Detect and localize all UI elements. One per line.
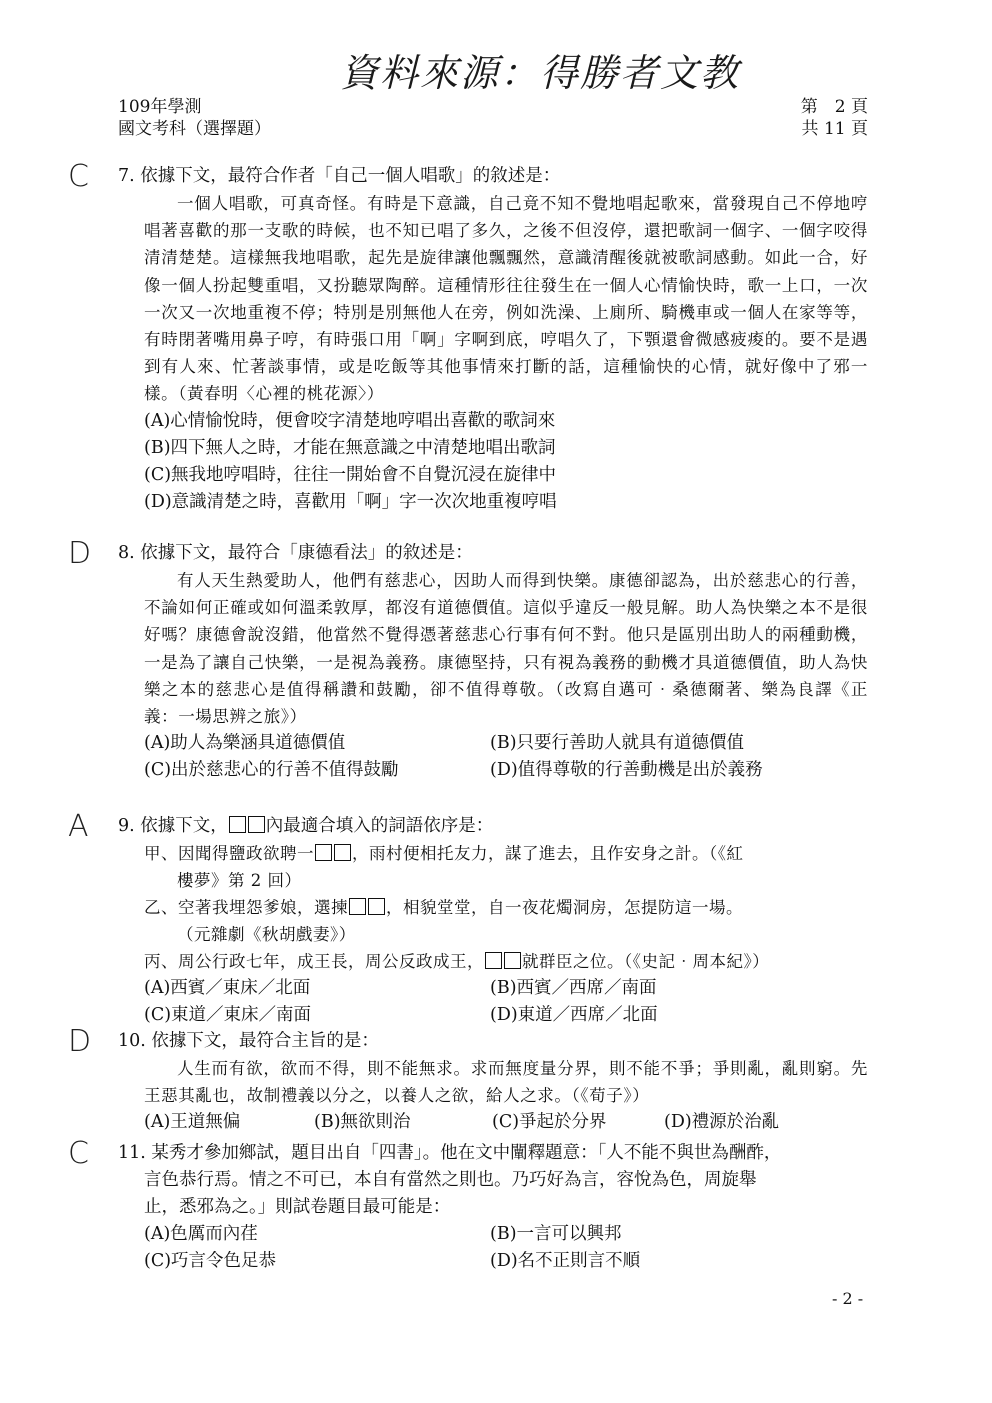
option-a: (A)王道無偏 [144,1112,241,1133]
answer-mark: C [68,159,89,194]
option-a: (A)心情愉悅時，便會咬字清楚地哼唱出喜歡的歌詞來 [144,410,556,431]
question-stem [118,813,868,840]
option-b: (B)西賓／西席／南面 [490,978,657,998]
question-stem-line-3: 止，悉邪為之。」則試卷題目最可能是： [144,1197,451,1217]
blank-box [368,898,385,915]
sub-item-text-before: 乙、空著我埋怨爹娘，選揀 [144,898,348,917]
options-list [144,408,868,516]
option-d: (D)名不正則言不順 [490,1251,641,1271]
answer-mark: D [68,1024,92,1059]
option-c: (C)出於慈悲心的行善不值得鼓勵 [144,760,399,781]
question-stem-line-1: 11. 某秀才參加鄉試，題目出自「四書」。他在文中闡釋題意：「人不能不與世為酬酢， [118,1143,782,1163]
option-c: (C)東道／東床／南面 [144,1005,312,1025]
option-b: (B)一言可以興邦 [490,1224,622,1244]
sub-item-bing [144,948,868,975]
blank-box [504,952,521,969]
option-d: (D)禮源於治亂 [664,1112,780,1133]
question-stem: 10. 依據下文，最符合主旨的是： [118,1031,379,1051]
options-list [144,1109,868,1136]
page-label: 第 2 頁 [800,97,868,117]
subject-name: 國文考科（選擇題） [118,119,271,139]
question-stem-line-2: 言色恭行焉。情之不可已，本自有當然之則也。乃巧好為言，容悅為色，周旋舉 [144,1170,757,1190]
sub-item-text-before: 丙、周公行政七年，成王長，周公反政成王， [144,952,484,971]
handwritten-source-note: 資料來源：得勝者文教 [340,51,741,95]
total-pages-label: 共 11 頁 [801,119,868,139]
blank-box [349,898,366,915]
question-stem: 7. 依據下文，最符合作者「自己一個人唱歌」的敘述是： [118,166,561,186]
question-passage: 人生而有欲，欲而不得，則不能無求。求而無度量分界，則不能不爭；爭則亂，亂則窮。先王惡其亂也，故制禮義以分之，以養人之欲，給人之求。（《荀子》） [144,1059,868,1106]
option-c: (C)巧言令色足恭 [144,1251,277,1271]
blank-box [248,816,265,833]
option-c: (C)無我地哼唱時，往往一開始會不自覺沉浸在旋律中 [144,464,557,485]
sub-item-yi [144,894,868,948]
page-number: - 2 - [832,1289,864,1308]
sub-item-jia [144,840,868,894]
option-a: (A)西賓／東床／北面 [144,978,311,998]
question-9 [68,809,868,1029]
options-list [144,730,868,784]
option-d: (D)意識清楚之時，喜歡用「啊」字一次次地重複哼唱 [144,491,557,512]
option-a: (A)助人為樂涵具道德價值 [144,733,346,754]
options-list [144,975,868,1029]
sub-item-text-before: 甲、因聞得鹽政欲聘一 [144,844,314,863]
options-list [144,1221,868,1275]
option-b: (B)無欲則治 [314,1112,411,1133]
question-7 [68,159,868,516]
blank-box [229,816,246,833]
header-left [118,96,271,140]
option-b: (B)只要行善助人就具有道德價值 [490,733,745,754]
stem-suffix: 內最適合填入的詞語依序是： [265,816,494,836]
question-8 [68,536,868,784]
stem-prefix: 9. 依據下文， [118,816,228,836]
question-passage: 有人天生熱愛助人，他們有慈悲心，因助人而得到快樂。康德卻認為，出於慈悲心的行善，不論如何正確或如何溫柔敦厚，都沒有道德價值。這似乎違反一般見解。助人為快樂之本不是很好嗎？康德會說沒錯，他當然不覺得憑著慈悲心行事有何不對。他只是區別出助人的兩種動機，一是為了讓自己快樂，一是視為義務。康德堅持，只有視為義務的動機才具道德價值，助人為快樂之本的慈悲心是值得稱讚和鼓勵，卻不值得尊敬。（改寫自邁可‧桑德爾著、樂為良譯《正義：一場思辨之旅》） [144,571,868,727]
answer-mark: A [68,809,89,844]
question-10 [68,1024,868,1136]
option-b: (B)四下無人之時，才能在無意識之中清楚地唱出歌詞 [144,437,556,458]
sub-item-text-after: 就群臣之位。（《史記‧周本紀》） [522,952,770,971]
blank-box [315,844,332,861]
header-right [801,96,868,140]
option-a: (A)色厲而內荏 [144,1224,258,1244]
question-11 [68,1136,868,1275]
sub-item-continuation: （元雜劇《秋胡戲妻》） [177,925,356,944]
exam-name: 109年學測 [118,97,202,117]
sub-item-text-after: ，相貌堂堂，自一夜花燭洞房，怎提防這一場。 [386,898,743,917]
sub-item-continuation: 樓夢》第 2 回） [177,871,302,890]
option-c: (C)爭起於分界 [492,1112,607,1133]
answer-mark: D [68,536,92,571]
blank-box [485,952,502,969]
question-passage: 一個人唱歌，可真奇怪。有時是下意識，自己竟不知不覺地唱起歌來，當發現自己不停地哼唱著喜歡的那一支歌的時候，也不知已唱了多久，之後不但沒停，還把歌詞一個字、一個字咬得清清楚楚。這樣無我地唱歌，起先是旋律讓他飄飄然，意識清醒後就被歌詞感動。如此一合，好像一個人扮起雙重唱，又扮聽眾陶醉。這種情形往往發生在一個人心情愉快時，歌一上口，一次一次又一次地重複不停；特別是別無他人在旁，例如洗澡、上廁所、騎機車或一個人在家等等，有時閉著嘴用鼻子哼，有時張口用「啊」字啊到底，哼唱久了，下顎還會微感疲痠的。要不是遇到有人來、忙著談事情，或是吃飯等其他事情來打斷的話，這種愉快的心情，就好像中了邪一樣。（黃春明〈心裡的桃花源〉） [144,194,868,404]
sub-item-text-after: ，雨村便相托友力，謀了進去，且作安身之計。（《紅 [352,844,744,863]
option-d: (D)值得尊敬的行善動機是出於義務 [490,760,763,781]
blank-box [334,844,351,861]
answer-mark: C [68,1136,89,1171]
option-d: (D)東道／西席／北面 [490,1005,658,1025]
question-stem: 8. 依據下文，最符合「康德看法」的敘述是： [118,543,473,563]
